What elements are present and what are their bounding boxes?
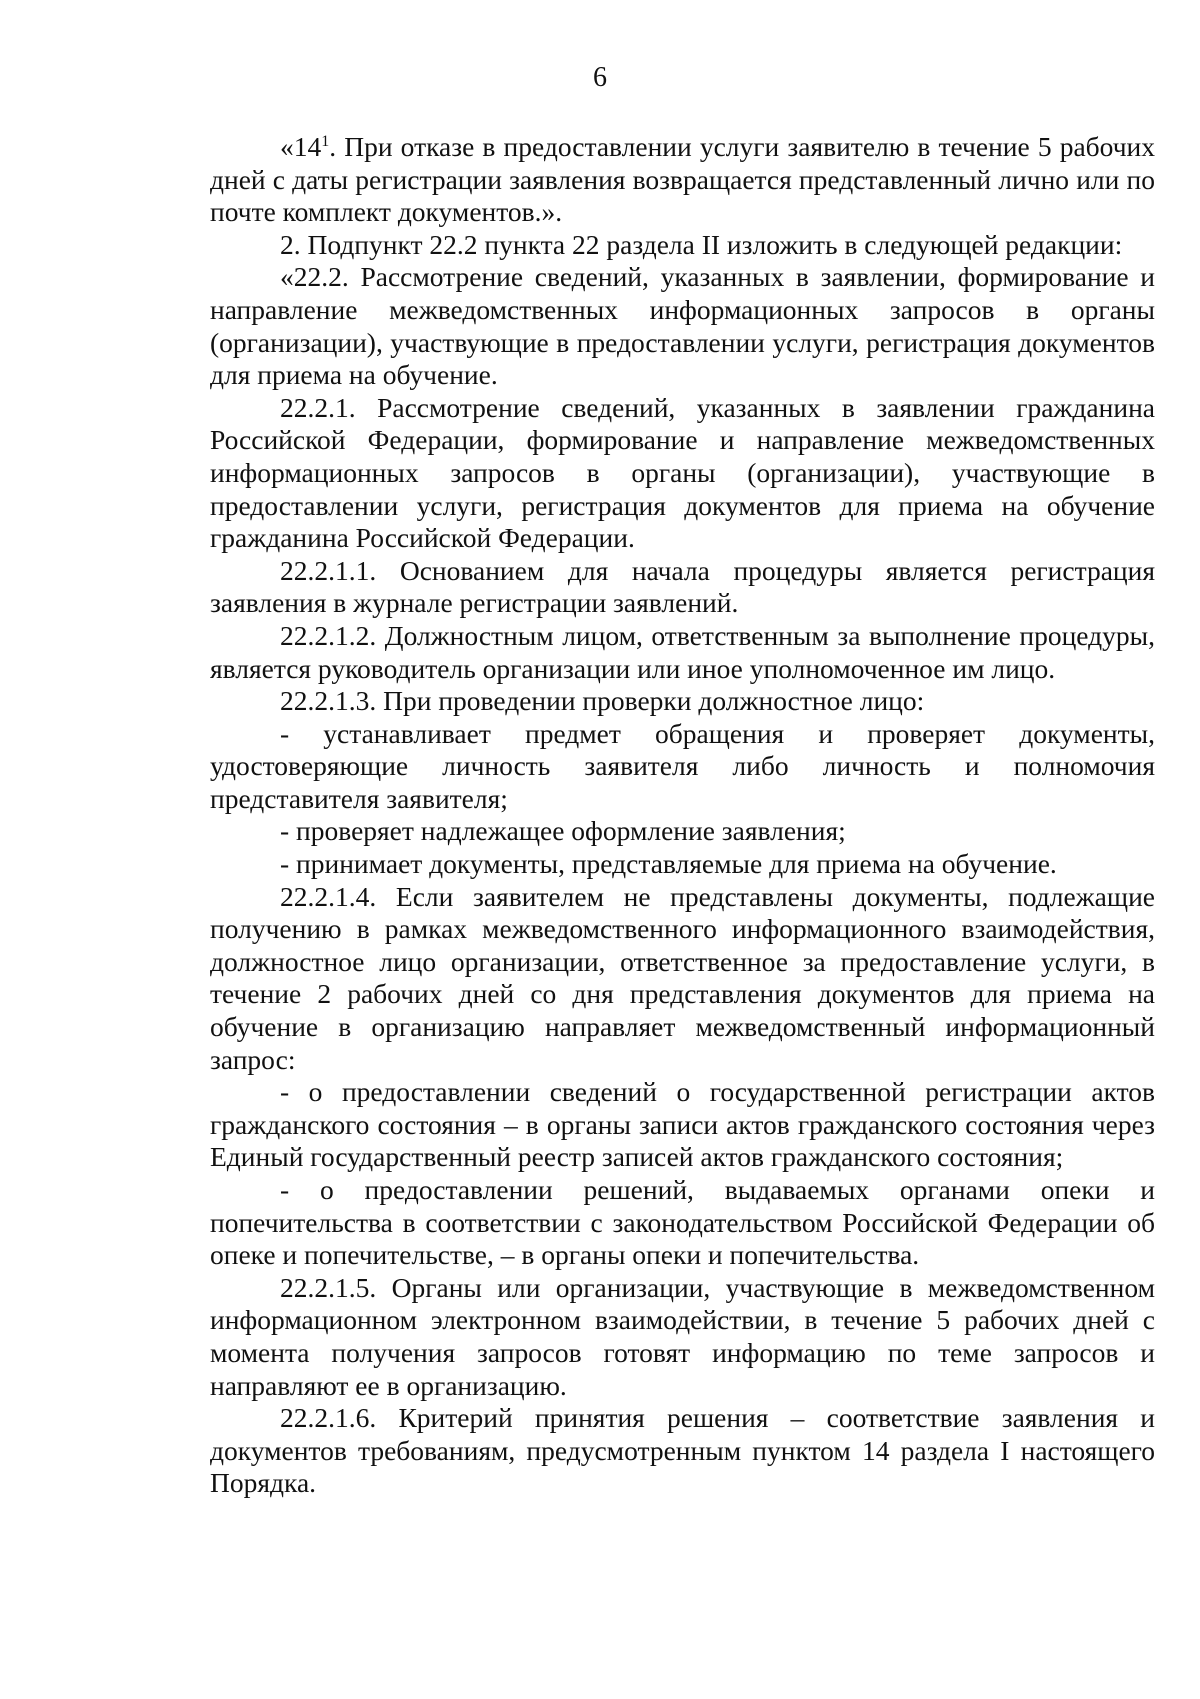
paragraph-22-2-1-5: 22.2.1.5. Органы или организации, участвующие в межведомственном информационном электронном взаимодействии, в течение 5 рабочих дней с момента получения запросов готовят информацию по теме запросов и направляют ее в организацию. xyxy=(210,1271,1155,1401)
clause-superscript: 1 xyxy=(321,132,330,150)
paragraph-22-2-1-6: 22.2.1.6. Критерий принятия решения – соответствие заявления и документов требованиям, предусмотренным пунктом 14 раздела I настоящего Порядка. xyxy=(210,1402,1155,1499)
list-item-civil-status-request: - о предоставлении сведений о государственной регистрации актов гражданского состояния – в органы записи актов гражданского состояния через Единый государственный реестр записей актов гражданского состояния; xyxy=(210,1076,1155,1173)
paragraph-22-2-1-3: 22.2.1.3. При проведении проверки должностное лицо: xyxy=(280,685,925,717)
list-item-form-check: - проверяет надлежащее оформление заявления; xyxy=(280,815,846,847)
list-item-guardianship-request: - о предоставлении решений, выдаваемых органами опеки и попечительства в соответствии с законодательством Российской Федерации об опеке и попечительстве, – в органы опеки и попечительства. xyxy=(210,1174,1155,1271)
paragraph-14-1 xyxy=(210,131,1155,229)
paragraph-22-2-1: 22.2.1. Рассмотрение сведений, указанных в заявлении гражданина Российской Федерации, формирование и направление межведомственных информационных запросов в органы (организации), участвующие в предоставлении услуги, регистрация документов для приема на обучение гражданина Российской Федерации. xyxy=(210,391,1155,554)
paragraph-22-2-1-4: 22.2.1.4. Если заявителем не представлены документы, подлежащие получению в рамках межведомственного информационного взаимодействия, должностное лицо организации, ответственное за предоставление услуги, в течение 2 рабочих дней со дня представления документов для приема на обучение в организацию направляет межведомственный информационный запрос: xyxy=(210,880,1155,1075)
list-item-accept-documents: - принимает документы, представляемые для приема на обучение. xyxy=(280,848,1057,880)
paragraph-text: . При отказе в предоставлении услуги заявителю в течение 5 рабочих дней с даты регистрации заявления возвращается представленный лично или по почте комплект документов.». xyxy=(210,131,1155,228)
paragraph-22-2: «22.2. Рассмотрение сведений, указанных в заявлении, формирование и направление межведомственных информационных запросов в органы (организации), участвующие в предоставлении услуги, регистрация документов для приема на обучение. xyxy=(210,261,1155,391)
document-body xyxy=(210,131,1155,1500)
paragraph-22-2-1-1: 22.2.1.1. Основанием для начала процедуры является регистрация заявления в журнале регистрации заявлений. xyxy=(210,554,1155,619)
paragraph-amendment-2: 2. Подпункт 22.2 пункта 22 раздела II изложить в следующей редакции: xyxy=(280,228,1123,260)
paragraph-22-2-1-2: 22.2.1.2. Должностным лицом, ответственным за выполнение процедуры, является руководитель организации или иное уполномоченное им лицо. xyxy=(210,619,1155,684)
page-number: 6 xyxy=(593,62,607,93)
list-item-identity-check: - устанавливает предмет обращения и проверяет документы, удостоверяющие личность заявителя либо личность и полномочия представителя заявителя; xyxy=(210,717,1155,814)
clause-number-prefix: «14 xyxy=(280,131,322,162)
